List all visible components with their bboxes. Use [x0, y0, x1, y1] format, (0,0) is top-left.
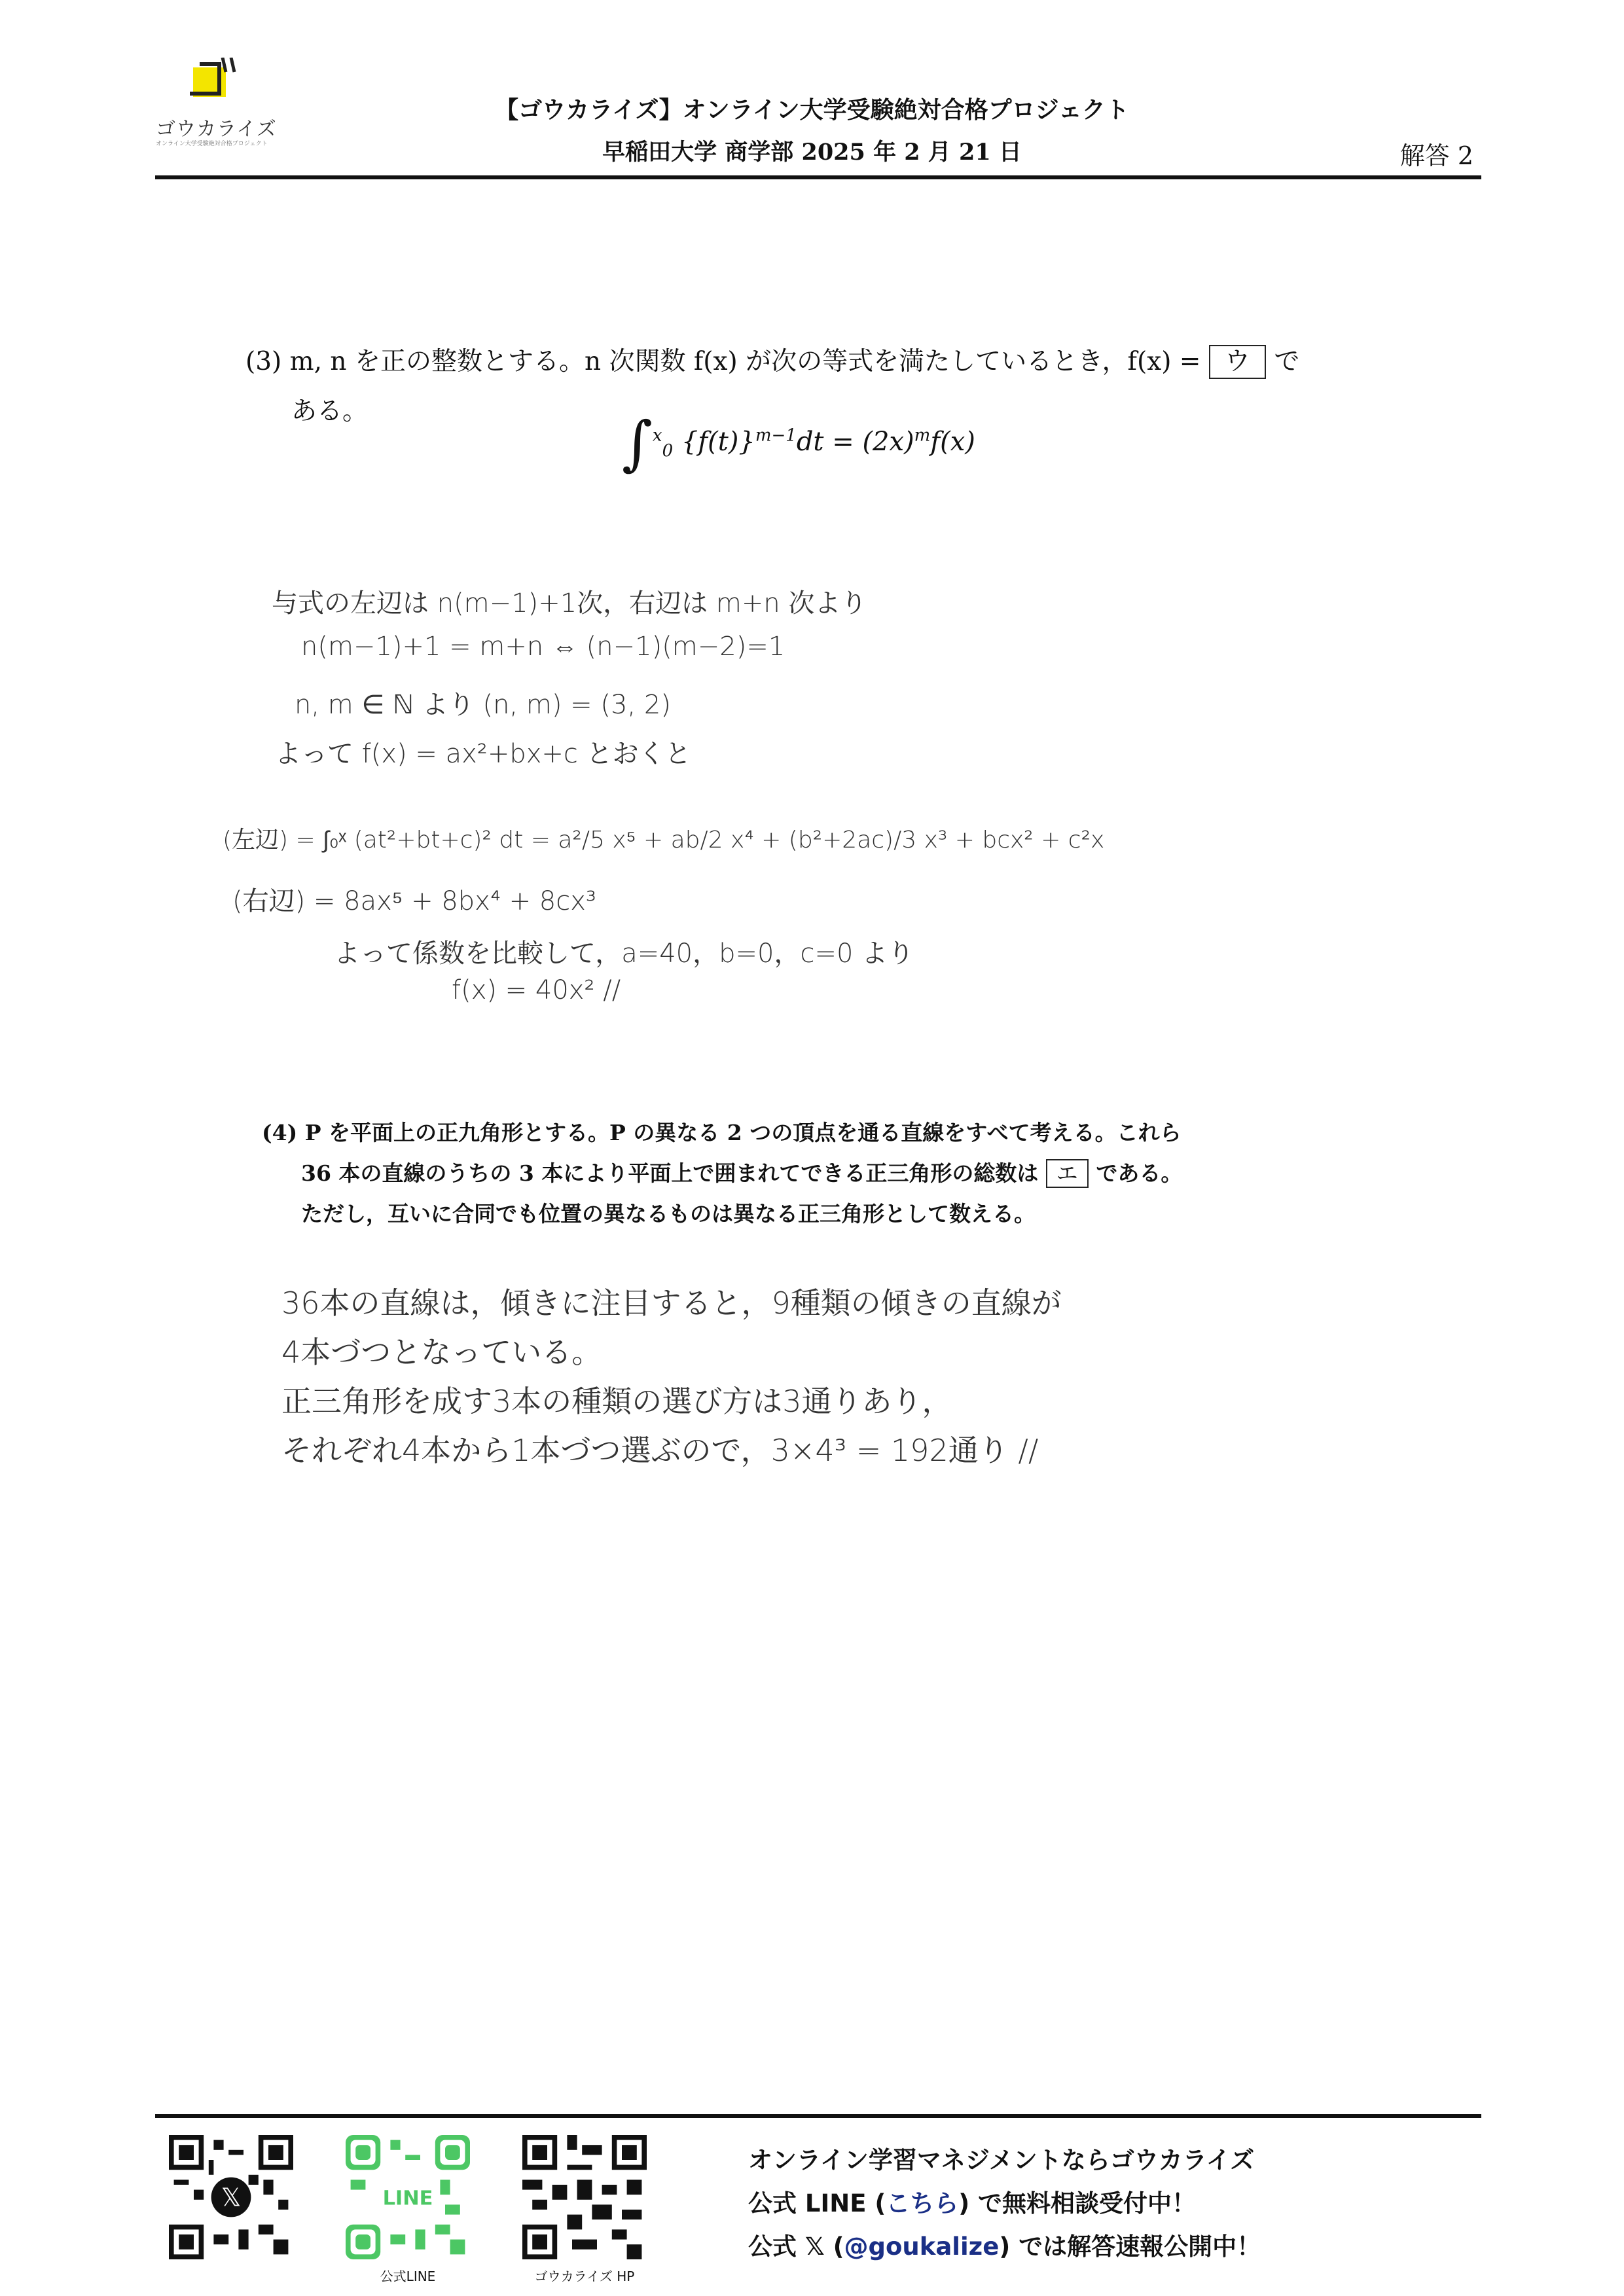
equation-rhs: f(x) [930, 427, 975, 457]
hp-qr-code[interactable] [522, 2135, 647, 2259]
problem-4-line2: 36 本の直線のうちの 3 本により平面上で囲まれてできる正三角形の総数は [301, 1160, 1039, 1186]
problem-3-number: (3) [245, 347, 282, 376]
svg-text:𝕏: 𝕏 [221, 2183, 242, 2212]
footer-line-1: オンライン学習マネジメントならゴウカライズ [748, 2146, 1255, 2174]
equation-mid: dt = (2x) [796, 427, 914, 457]
solution-3-line: n, m ∈ ℕ より (n, m) = (3, 2) [295, 690, 671, 720]
x-account-link[interactable]: @goukalize [844, 2233, 1000, 2261]
footer-divider [155, 2114, 1481, 2118]
header-divider [155, 175, 1481, 179]
solution-3-line: 与式の左辺は n(m−1)+1次，右辺は m+n 次より [272, 588, 867, 619]
line-qr-code[interactable] [346, 2135, 470, 2259]
problem-4 [262, 1113, 1375, 1234]
hp-qr-label: ゴウカライズ HP [534, 2269, 635, 2284]
solution-3-line: よって f(x) = ax²+bx+c とおくと [275, 739, 691, 769]
problem-3-equation [622, 409, 975, 478]
problem-3-text: m, n を正の整数とする。n 次関数 f(x) が次の等式を満たしているとき，f(x) = [289, 347, 1201, 376]
solution-3-line: f(x) = 40x² // [452, 975, 621, 1005]
line-qr-label: 公式LINE [380, 2269, 436, 2284]
solution-4-line: 36本の直線は，傾きに注目すると，9種類の傾きの直線が [281, 1285, 1062, 1321]
integrand: {f(t)} [681, 427, 755, 457]
solution-3-line: n(m−1)+1 = m+n ⇔ (n−1)(m−2)=1 [301, 632, 785, 662]
problem-3-text-after: で [1274, 347, 1300, 376]
footer-line-3-suffix: ) では解答速報公開中！ [999, 2233, 1261, 2261]
footer-line-3 [748, 2225, 1261, 2269]
problem-4-line2-after: である。 [1096, 1160, 1183, 1186]
integral-lower: 0 [662, 441, 674, 461]
integral-sign: ∫ [622, 409, 653, 478]
page-label: 解答 2 [1399, 141, 1473, 170]
integral-upper: x [652, 425, 662, 446]
footer-line-2-prefix: 公式 LINE ( [748, 2189, 886, 2217]
problem-4-line3: ただし，互いに合同でも位置の異なるものは異なる正三角形として数える。 [301, 1201, 1036, 1227]
exponent-2: m [914, 425, 931, 446]
footer-line-3-prefix: 公式 𝕏 ( [748, 2233, 844, 2261]
solution-3-line: (右辺) = 8ax⁵ + 8bx⁴ + 8cx³ [232, 886, 596, 916]
solution-3-line: よって係数を比較して，a=40，b=0，c=0 より [334, 939, 914, 969]
line-consult-link[interactable]: こちら [886, 2189, 959, 2217]
logo-subtext: オンライン大学受験絶対合格プロジェクト [156, 141, 268, 147]
problem-4-number: (4) [262, 1120, 298, 1145]
problem-3-text-line2: ある。 [291, 397, 369, 426]
header-subtitle: 早稲田大学 商学部 2025 年 2 月 21 日 [602, 139, 1022, 166]
footer-line-2-suffix: ) で無料相談受付中！ [958, 2189, 1197, 2217]
solution-4-line: それぞれ4本から1本づつ選ぶので，3×4³ = 192通り // [281, 1433, 1039, 1468]
logo-text: ゴウカライズ [156, 118, 277, 141]
x-qr-code[interactable] [169, 2135, 293, 2259]
solution-4-line: 4本づつとなっている。 [281, 1335, 602, 1370]
solution-4-line: 正三角形を成す3本の種類の選び方は3通りあり， [281, 1384, 952, 1419]
footer-text [748, 2139, 1261, 2269]
line-badge: LINE [382, 2187, 433, 2210]
answer-box-e: エ [1046, 1159, 1089, 1188]
exponent-1: m−1 [755, 425, 797, 446]
footer-line-2 [748, 2182, 1261, 2225]
solution-3-line: (左辺) = ∫₀ˣ (at²+bt+c)² dt = a²/5 x⁵ + ab/2 x⁴ + (b²+2ac)/3 x³ + bcx² + c²x [223, 827, 1105, 853]
header-title: 【ゴウカライズ】オンライン大学受験絶対合格プロジェクト [495, 96, 1129, 124]
problem-4-line1: P を平面上の正九角形とする。P の異なる 2 つの頂点を通る直線をすべて考える。これら [304, 1120, 1182, 1145]
answer-box-u: ウ [1209, 345, 1266, 379]
